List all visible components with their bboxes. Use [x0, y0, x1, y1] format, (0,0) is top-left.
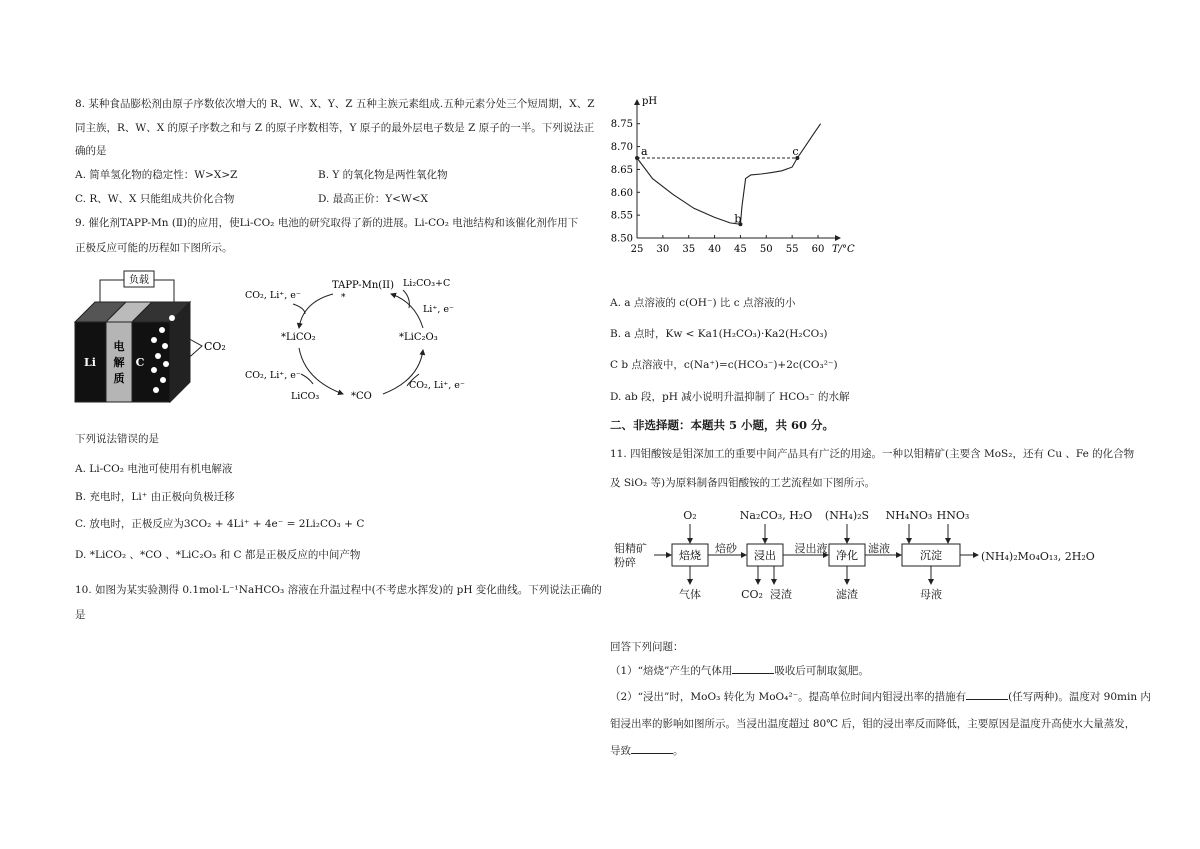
y-axis-label: pH [642, 96, 658, 107]
q11-line1: 11. 四钼酸铵是钼深加工的重要中间产品具有广泛的用途。一种以钼精矿(主要含 MoS₂，还有 Cu 、Fe 的化合物 [610, 448, 1135, 460]
q11-sub2-line3-b: 。 [673, 745, 684, 757]
electrolyte-char-1: 电 [113, 340, 125, 353]
q11-sub1 [610, 664, 869, 678]
x-tick-label: 40 [708, 244, 721, 255]
point-label-a: a [641, 145, 648, 158]
cycle-output: Li₂CO₃+C [403, 278, 451, 289]
q10-option-d: D. ab 段，pH 减小说明升温抑制了 HCO₃⁻ 的水解 [610, 391, 850, 403]
reagent-hno3: HNO₃ [936, 509, 970, 522]
point-label-c: c [792, 145, 799, 158]
answer-blank-1 [732, 664, 774, 674]
q10-option-a: A. a 点溶液的 c(OH⁻) 比 c 点溶液的小 [610, 297, 796, 309]
point-a [635, 156, 639, 160]
co2-label: CO₂ [204, 340, 226, 353]
reagent-na2co3: Na₂CO₃, H₂O [739, 509, 813, 522]
feed-label-1: 钼精矿 [614, 542, 647, 555]
intermediate-calcine: 焙砂 [715, 542, 737, 555]
box-purify-label: 净化 [836, 549, 858, 562]
q10-option-b: B. a 点时，Kw < Ka1(H₂CO₃)·Ka2(H₂CO₃) [610, 328, 828, 340]
q11-sub2 [610, 690, 1151, 704]
output-co2: CO₂ [741, 588, 763, 601]
q9-line1: 9. 催化剂TAPP-Mn (Ⅱ)的应用，使Li-CO₂ 电池的研究取得了新的进展。Li-CO₂ 电池结构和该催化剂作用下 [75, 217, 579, 229]
q11-sub2-text-b: (任写两种)。温度对 90min 内 [1008, 691, 1151, 703]
intermediate-licO2: *LiCO₂ [281, 332, 316, 343]
y-tick-label: 8.75 [610, 119, 633, 131]
intermediate-co: *CO [351, 391, 372, 402]
x-tick-label: 50 [759, 244, 773, 255]
ph-curve [637, 124, 821, 225]
q11-sub2-line3-a: 导致 [610, 745, 631, 757]
svg-text:*: * [341, 293, 346, 303]
section-heading: 二、非选择题：本题共 5 小题，共 60 分。 [610, 418, 835, 432]
output-mother-liquor: 母液 [920, 588, 942, 601]
x-axis-label: T/°C [832, 244, 855, 255]
q11-sub1-text-a: （1）“焙烧”产生的气体用 [610, 665, 733, 677]
q8-option-a: A. 简单氢化物的稳定性：W>X>Z [75, 169, 238, 181]
y-tick-label: 8.55 [610, 210, 633, 222]
q8-option-d: D. 最高正价：Y<W<X [318, 193, 429, 205]
output-filter-residue: 滤渣 [836, 588, 858, 601]
intermediate-lic2o3: *LiC₂O₃ [399, 332, 438, 343]
q11-sub2-line2: 钼浸出率的影响如图所示。当浸出温度超过 80℃ 后，钼的浸出率反而降低，主要原因是温度升高使水大量蒸发， [610, 718, 1136, 730]
answer-blank-2 [966, 690, 1008, 700]
cycle-input-1: CO₂, Li⁺, e⁻ [245, 290, 301, 301]
box-precipitate-label: 沉淀 [920, 549, 942, 562]
q8-option-c: C. R、W、X 只能组成共价化合物 [75, 193, 235, 205]
reagent-o2: O₂ [683, 509, 697, 522]
box-leach-label: 浸出 [754, 549, 776, 562]
cycle-input-3: CO₂, Li⁺, e⁻ [245, 370, 301, 381]
q10-line1: 10. 如图为某实验测得 0.1mol·L⁻¹NaHCO₃ 溶液在升温过程中(不考虑水挥发)的 pH 变化曲线。下列说法正确的 [75, 584, 602, 596]
cycle-byproduct: LiCO₃ [291, 391, 320, 402]
x-tick-label: 35 [682, 244, 696, 255]
cycle-input-2: Li⁺, e⁻ [423, 304, 455, 315]
q9-option-c: C. 放电时，正极反应为3CO₂ + 4Li⁺ + 4e⁻ = 2Li₂CO₃ + C [75, 518, 365, 530]
q9-option-b: B. 充电时，Li⁺ 由正极向负极迁移 [75, 491, 235, 503]
catalytic-cycle-diagram [243, 268, 473, 408]
answer-intro: 回答下列问题： [610, 641, 684, 653]
ph-chart [600, 92, 855, 262]
q10-option-c: C b 点溶液中，c(Na⁺)=c(HCO₃⁻)+2c(CO₃²⁻) [610, 359, 838, 371]
q9-line2: 正极反应可能的历程如下图所示。 [75, 242, 233, 254]
x-tick-label: 60 [811, 244, 825, 255]
reagent-nh4-2s: (NH₄)₂S [824, 509, 870, 522]
q8-line1: 8. 某种食品膨松剂由原子序数依次增大的 R、W、X、Y、Z 五种主族元素组成.五种元素分处三个短周期，X、Z [75, 98, 595, 110]
catalyst-label: TAPP-Mn(II) [331, 280, 395, 291]
final-product: (NH₄)₂Mo₄O₁₃, 2H₂O [981, 550, 1095, 563]
x-tick-label: 30 [656, 244, 670, 255]
q11-sub1-text-b: 吸收后可制取氮肥。 [774, 665, 869, 677]
y-tick-label: 8.65 [610, 164, 633, 176]
q11-sub2-text-a: （2）“浸出”时，MoO₃ 转化为 MoO₄²⁻。提高单位时间内钼浸出率的措施有 [610, 691, 967, 703]
intermediate-filtrate: 滤液 [868, 542, 890, 555]
feed-label-2: 粉碎 [614, 556, 636, 569]
q11-line2: 及 SiO₂ 等)为原料制备四钼酸铵的工艺流程如下图所示。 [610, 477, 876, 489]
q9-question: 下列说法错误的是 [75, 433, 159, 445]
q8-line3: 确的是 [75, 145, 107, 157]
point-label-b: b [734, 212, 742, 226]
q8-line2: 同主族，R、W、X 的原子序数之和与 Z 的原子序数相等，Y 原子的最外层电子数是 Z 原子的一半。下列说法正 [75, 122, 595, 134]
box-roast-label: 焙烧 [679, 549, 701, 562]
q10-line2: 是 [75, 609, 86, 621]
y-tick-label: 8.70 [610, 142, 633, 154]
y-tick-label: 8.50 [610, 233, 633, 245]
x-tick-label: 55 [785, 244, 799, 255]
battery-diagram [70, 264, 240, 409]
q9-option-d: D. *LiCO₂ 、*CO 、*LiC₂O₃ 和 C 都是正极反应的中间产物 [75, 549, 361, 561]
process-flow-diagram [606, 500, 1126, 610]
q8-option-b: B. Y 的氧化物是两性氧化物 [318, 169, 448, 181]
output-gas: 气体 [679, 588, 701, 601]
reagent-nh4no3: NH₄NO₃ [885, 509, 933, 522]
electrolyte-char-3: 质 [113, 372, 125, 385]
load-label: 负载 [129, 275, 149, 286]
x-tick-label: 45 [734, 244, 747, 255]
intermediate-leachate: 浸出液 [794, 542, 828, 555]
answer-blank-3 [631, 744, 673, 754]
y-tick-label: 8.60 [610, 187, 633, 199]
electrolyte-char-2: 解 [113, 356, 125, 369]
cycle-input-4: CO₂, Li⁺, e⁻ [409, 380, 465, 391]
q9-option-a: A. Li-CO₂ 电池可使用有机电解液 [75, 463, 233, 475]
x-tick-label: 25 [630, 244, 644, 255]
li-label: Li [84, 356, 96, 369]
q11-sub2-line3 [610, 744, 684, 758]
c-label: C [135, 356, 145, 369]
output-residue: 浸渣 [770, 588, 792, 601]
